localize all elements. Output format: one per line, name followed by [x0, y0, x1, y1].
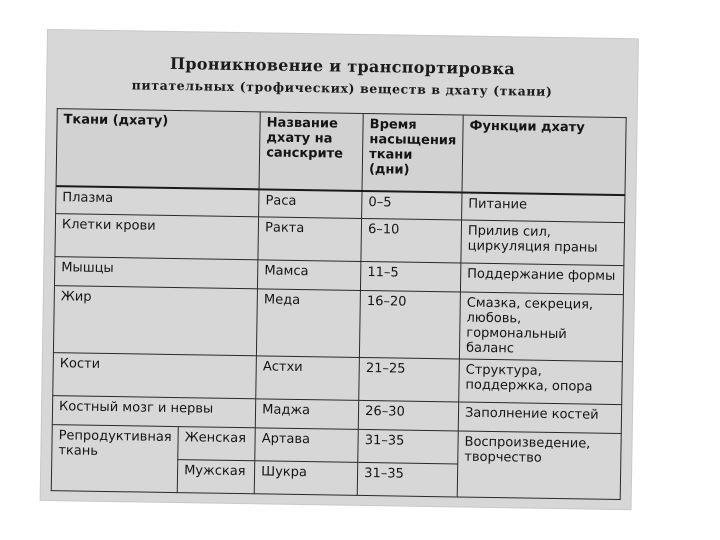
sanskrit-cell: Меда [257, 289, 361, 358]
time-cell: 16–20 [360, 290, 461, 359]
tissue-cell: Костный мозг и нервы [52, 396, 256, 428]
sanskrit-cell: Астхи [256, 356, 360, 401]
tissue-cell: Плазма [56, 186, 260, 217]
function-cell: Питание [462, 193, 625, 223]
tissue-cell: Мышцы [54, 257, 258, 289]
function-cell: Воспроизведение, творчество [457, 431, 621, 500]
sanskrit-cell: Ракта [258, 217, 362, 262]
header-row [56, 109, 626, 195]
table-subtitle: питательных (трофических) веществ в дхату (ткани) [131, 77, 553, 99]
sanskrit-cell: Маджа [255, 399, 358, 430]
time-cell: 31–35 [357, 462, 457, 497]
header-sanskrit: Название дхату на санскрите [259, 112, 363, 191]
tissue-cell: Клетки крови [55, 214, 259, 260]
time-cell: 31–35 [358, 429, 458, 464]
function-cell: Прилив сил, циркуляция праны [461, 220, 625, 266]
table-title: Проникновение и транспортировка [169, 53, 516, 79]
header-tissue: Ткани (дхату) [56, 109, 260, 190]
dhatu-table [51, 108, 627, 500]
scanned-page [41, 30, 638, 509]
female-subtype-cell: Женская [178, 427, 256, 461]
header-time: Время насыщения ткани (дни) [362, 113, 463, 192]
function-cell: Структура, поддержка, опора [459, 359, 623, 405]
sanskrit-cell: Раса [259, 189, 362, 218]
sanskrit-cell: Артава [255, 428, 359, 463]
time-cell: 6–10 [361, 218, 462, 263]
sanskrit-cell: Шукра [254, 461, 358, 496]
reproductive-tissue-cell: Репродуктивная ткань [51, 425, 178, 493]
function-cell: Заполнение костей [458, 402, 621, 434]
time-cell: 11–5 [361, 261, 461, 292]
male-subtype-cell: Мужская [177, 460, 255, 494]
tissue-cell: Кости [53, 353, 257, 399]
function-cell: Поддержание формы [460, 263, 623, 295]
tissue-cell: Жир [53, 286, 257, 356]
time-cell: 0–5 [362, 191, 462, 220]
time-cell: 26–30 [358, 400, 458, 431]
time-cell: 21–25 [359, 357, 460, 402]
header-function: Функции дхату [462, 115, 626, 195]
table-row [53, 286, 623, 362]
function-cell: Смазка, секреция, любовь, гормональный баланс [459, 292, 623, 362]
sanskrit-cell: Мамса [258, 260, 361, 291]
